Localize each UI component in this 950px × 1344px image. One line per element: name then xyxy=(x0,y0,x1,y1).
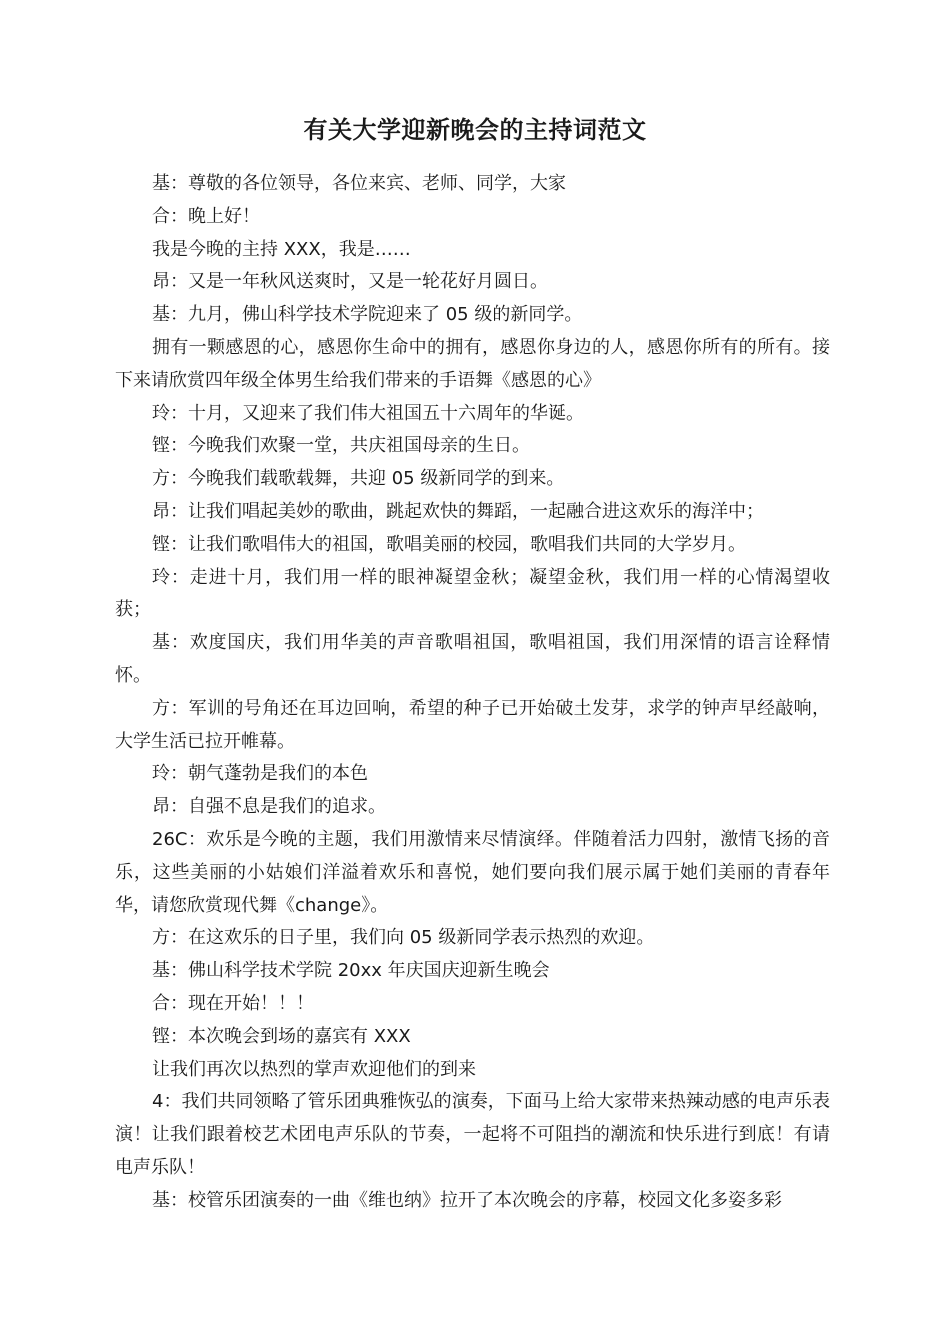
paragraph-13: 基：欢度国庆，我们用华美的声音歌唱祖国，歌唱祖国，我们用深情的语言诠释情怀。 xyxy=(115,632,830,686)
paragraph-7: 玲：十月，又迎来了我们伟大祖国五十六周年的华诞。 xyxy=(152,402,584,424)
paragraph-1: 基：尊敬的各位领导，各位来宾、老师、同学，大家 xyxy=(152,173,566,194)
paragraph-15: 玲：朝气蓬勃是我们的本色 xyxy=(152,763,368,785)
paragraph-4: 昂：又是一年秋风送爽时，又是一轮花好月圆日。 xyxy=(152,271,548,293)
paragraph-12: 玲：走进十月，我们用一样的眼神凝望金秋；凝望金秋，我们用一样的心情渴望收获； xyxy=(115,566,830,621)
paragraph-3: 我是今晚的主持 XXX，我是…… xyxy=(152,238,411,260)
document-title: 有关大学迎新晚会的主持词范文 xyxy=(303,116,647,144)
paragraph-24: 基：校管乐团演奏的一曲《维也纳》拉开了本次晚会的序幕，校园文化多姿多彩 xyxy=(152,1189,782,1211)
paragraph-8: 铿：今晚我们欢聚一堂，共庆祖国母亲的生日。 xyxy=(152,435,530,457)
paragraph-5: 基：九月，佛山科学技术学院迎来了 05 级的新同学。 xyxy=(152,304,583,326)
paragraph-19: 基：佛山科学技术学院 20xx 年庆国庆迎新生晚会 xyxy=(152,960,550,982)
paragraph-11: 铿：让我们歌唱伟大的祖国，歌唱美丽的校园，歌唱我们共同的大学岁月。 xyxy=(152,533,746,555)
paragraph-22: 让我们再次以热烈的掌声欢迎他们的到来 xyxy=(152,1058,476,1080)
paragraph-6: 拥有一颗感恩的心，感恩你生命中的拥有，感恩你身边的人，感恩你所有的所有。接下来请欣赏四年级全体男生给我们带来的手语舞《感恩的心》 xyxy=(115,336,830,391)
paragraph-14: 方：军训的号角还在耳边回响，希望的种子已开始破土发芽，求学的钟声早经敲响，大学生活已拉开帷幕。 xyxy=(115,697,830,752)
paragraph-17: 26C：欢乐是今晚的主题，我们用激情来尽情演绎。伴随着活力四射，激情飞扬的音乐，这些美丽的小姑娘们洋溢着欢乐和喜悦，她们要向我们展示属于她们美丽的青春年华，请您欣赏现代舞《change》。 xyxy=(115,828,830,916)
paragraph-23: 4：我们共同领略了管乐团典雅恢弘的演奏，下面马上给大家带来热辣动感的电声乐表演！让我们跟着校艺术团电声乐队的节奏，一起将不可阻挡的潮流和快乐进行到底！有请电声乐队！ xyxy=(115,1091,830,1178)
document-body xyxy=(115,168,830,1218)
paragraph-9: 方：今晚我们载歌载舞，共迎 05 级新同学的到来。 xyxy=(152,468,565,490)
paragraph-2: 合：晚上好！ xyxy=(152,205,260,227)
paragraph-18: 方：在这欢乐的日子里，我们向 05 级新同学表示热烈的欢迎。 xyxy=(152,927,655,949)
paragraph-21: 铿：本次晚会到场的嘉宾有 XXX xyxy=(152,1025,411,1047)
paragraph-16: 昂：自强不息是我们的追求。 xyxy=(152,796,386,818)
paragraph-20: 合：现在开始！！！ xyxy=(152,992,314,1014)
paragraph-10: 昂：让我们唱起美妙的歌曲，跳起欢快的舞蹈，一起融合进这欢乐的海洋中； xyxy=(152,500,764,522)
